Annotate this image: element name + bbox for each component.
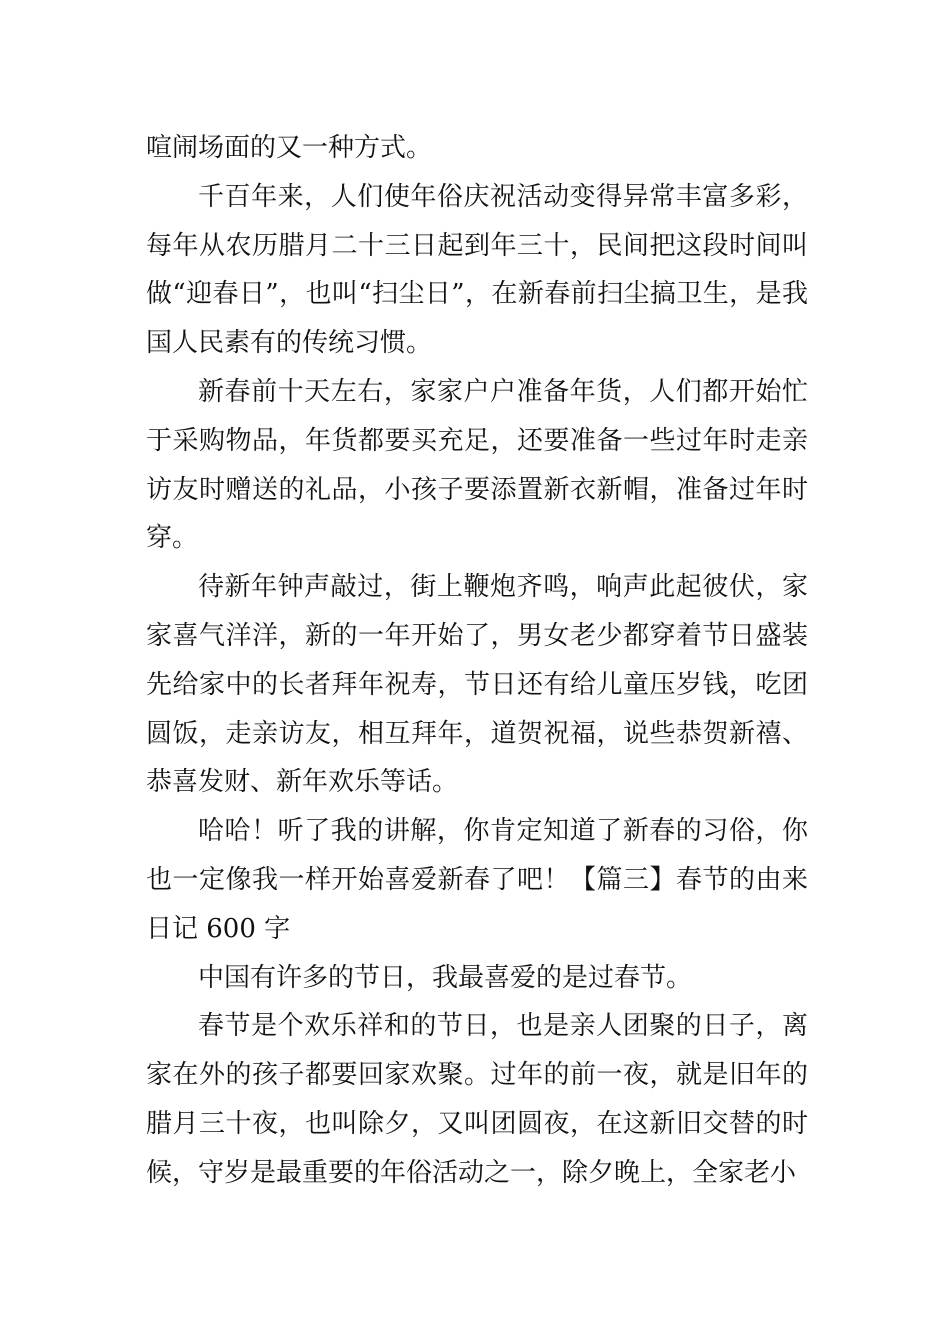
document-body [146,124,808,1198]
paragraph: 千百年来，人们使年俗庆祝活动变得异常丰富多彩，每年从农历腊月二十三日起到年三十，民间把这段时间叫做“迎春日”，也叫“扫尘日”，在新春前扫尘搞卫生，是我国人民素有的传统习惯。 [146,181,808,359]
paragraph: 喧闹场面的又一种方式。 [146,133,433,163]
paragraph: 中国有许多的节日，我最喜爱的是过春节。 [198,962,693,993]
paragraph: 新春前十天左右，家家户户准备年货，人们都开始忙于采购物品，年货都要买充足，还要准备一些过年时走亲访友时赠送的礼品，小孩子要添置新衣新帽，准备过年时穿。 [146,376,808,554]
paragraph: 待新年钟声敲过，街上鞭炮齐鸣，响声此起彼伏，家家喜气洋洋，新的一年开始了，男女老少都穿着节日盛装先给家中的长者拜年祝寿，节日还有给儿童压岁钱，吃团圆饭，走亲访友，相互拜年，道贺祝福，说些恭贺新禧、恭喜发财、新年欢乐等话。 [146,572,808,798]
paragraph: 春节是个欢乐祥和的节日，也是亲人团聚的日子，离家在外的孩子都要回家欢聚。过年的前一夜，就是旧年的腊月三十夜，也叫除夕，又叫团圆夜，在这新旧交替的时候，守岁是最重要的年俗活动之一，除夕晚上，全家老小 [146,1011,808,1188]
paragraph: 哈哈！听了我的讲解，你肯定知道了新春的习俗，你也一定像我一样开始喜爱新春了吧！【篇三】春节的由来日记 600 字 [146,816,808,944]
